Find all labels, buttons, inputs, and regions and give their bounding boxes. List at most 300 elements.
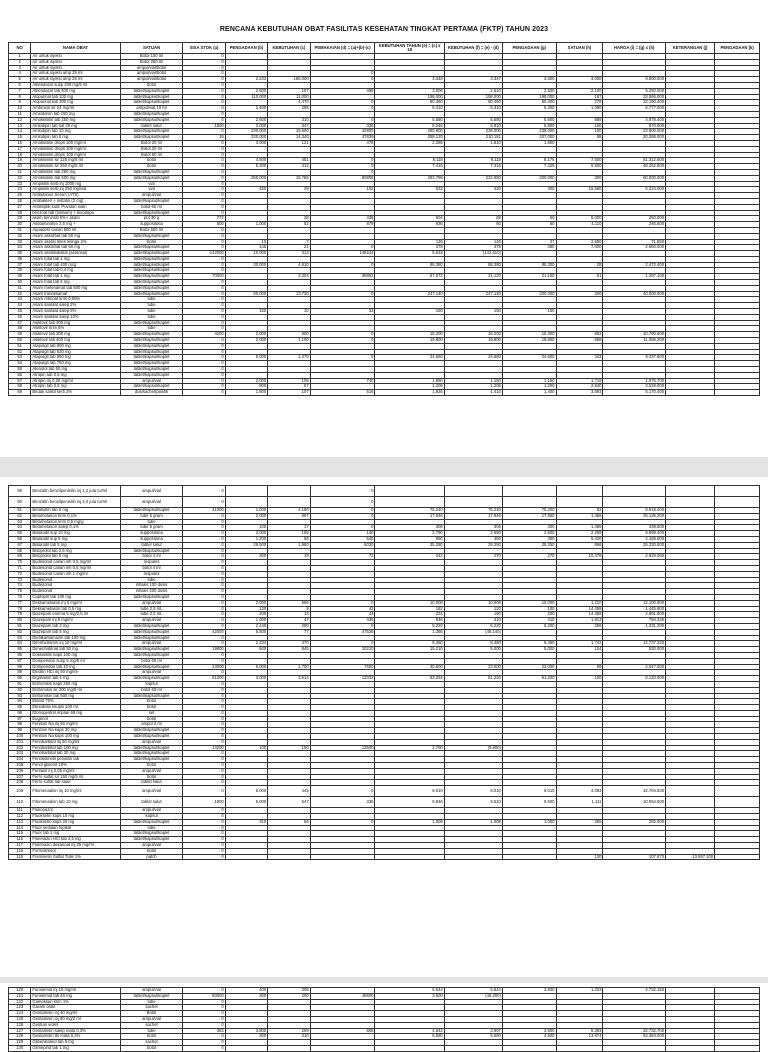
table-cell: 0 [183,71,225,77]
table-cell: tablet/kapsul/kaplet [120,280,183,286]
table-cell: 50 [9,338,31,344]
table-cell: 30.600 [375,664,444,670]
table-cell: 17 [9,146,31,152]
table-cell: 2.269 [556,531,603,537]
table-cell: Deksametason tab 0,5 mg [31,606,120,612]
table-cell: 186.000 [268,77,310,83]
table-cell: tube 5 gram [120,525,183,531]
table-cell [268,497,310,508]
table-cell: 16.200 [444,332,502,338]
table-cell: Amoksisilin drops 100 mg/ml [31,146,120,152]
table-cell: 102 [310,187,375,193]
table-cell: 0 [183,774,225,780]
table-cell: Atapulgit tab 650 mg [31,355,120,361]
table-cell: 0 [183,239,225,245]
table-cell: Air untuk injeksi [31,65,120,71]
table-cell: 0 [183,554,225,560]
table-cell: 5.000 [225,786,267,797]
table-cell: tablet/kapsul/kaplet [120,88,183,94]
table-cell: sachet [120,1040,183,1046]
table-cell: 1.913 [556,618,603,624]
table-cell: tube 5 gram [120,513,183,519]
table-cell: 1.150 [444,378,502,384]
table-cell: 7.500 [556,158,603,164]
table-cell: 40 [9,280,31,286]
table-cell: 2.600 [225,117,267,123]
table-cell: 0 [183,658,225,664]
table-cell: 0 [183,751,225,757]
table-cell: 1.718 [556,378,603,384]
table-cell: 0 [183,757,225,763]
table-cell: 47526 [310,629,375,635]
table-cell: 88.380 [375,262,444,268]
table-cell: sachet [120,1005,183,1011]
table-cell: tablet/kapsul/kaplet [120,169,183,175]
table-cell: (46.200) [444,993,502,999]
table-cell: 200 [556,291,603,297]
table-cell: 10.008 [444,600,502,606]
table-cell: 64 [9,525,31,531]
table-cell [310,1045,375,1051]
table-cell: 516 [310,390,375,396]
table-cell: ampul/vial [120,808,183,814]
table-cell: Diazepam enema 5 mg/2,5 ml [31,612,120,618]
table-cell: Ferro sulfat tab salut [31,780,120,786]
table-cell: 41000 [183,508,225,514]
table-cell: tablet/kapsul/kaplet [120,372,183,378]
table-cell: 436 [310,216,375,222]
table-cell: 15 [9,135,31,141]
table-cell: 2.000 [225,600,267,606]
table-cell [715,1045,760,1051]
table-cell: 5.580 [375,1034,444,1040]
table-cell: tablet/kapsul/kaplet [120,320,183,326]
table-cell: 310 [225,819,267,825]
table-cell: 1.090 [556,106,603,112]
table-cell: 3.006 [375,88,444,94]
table-cell: 200 [268,993,310,999]
table-cell: 112 [9,814,31,820]
table-cell: 0 [183,256,225,262]
table-cell: Bedak salisil serb 2% [31,390,120,396]
table-cell: 24.660 [375,355,444,361]
table-cell: 5.000 [225,355,267,361]
table-cell: 0 [183,169,225,175]
table-cell: 20 [9,164,31,170]
table-cell: 1.975.700 [603,378,666,384]
table-cell: 142000 [183,251,225,257]
table-cell: 1.386 [375,629,444,635]
table-cell: 0 [310,106,375,112]
table-cell: ampul/vial [120,497,183,508]
table-cell: 8.118 [375,158,444,164]
table-cell: 662 [556,332,603,338]
table-cell: 2.650 [444,531,502,537]
table-cell: 68 [444,216,502,222]
table-cell: 0 [310,100,375,106]
table-cell: 6 [9,82,31,88]
table-cell: 59 [9,390,31,396]
table-cell: tablet/kapsul/kaplet [120,837,183,843]
table-cell: 0 [183,670,225,676]
table-cell: 48 [9,326,31,332]
table-cell [715,797,760,808]
table-cell: 30.000 [225,262,267,268]
table-cell: 3.000 [225,676,267,682]
table-cell: 73 [9,577,31,583]
table-cell: Etonogestrel implan 68 mg [31,710,120,716]
table-cell: 0 [183,565,225,571]
table-cell: tablet/kapsul/kaplet [120,198,183,204]
table-cell: 0 [183,355,225,361]
table-cell: 80.460 [444,100,502,106]
table-cell: 7.416 [444,164,502,170]
table-cell: 7.416 [375,164,444,170]
table-cell: 336 [310,123,375,129]
table-cell: 45 [9,309,31,315]
table-cell: tablet/kapsul/kaplet [120,274,183,280]
table-cell: 2.600 [502,531,556,537]
table-cell: 88.380 [444,262,502,268]
table-cell: Asam salisilat salep 2% [31,303,120,309]
table-cell: Deksametason inj 5 mg/ml [31,600,120,606]
table-cell: botol 4 ml [120,565,183,571]
table-cell: Furosemid tab 40 mg [31,993,120,999]
table-cell: Atropin inj 0,25 mg/ml [31,378,120,384]
table-row [9,1045,760,1051]
table-cell: 0 [183,728,225,734]
table-cell [225,486,267,497]
table-cell: 0 [183,146,225,152]
table-cell: 1.926 [375,390,444,396]
table-cell: 0 [183,681,225,687]
table-cell: 99 [9,728,31,734]
table-cell: 8.010 [444,786,502,797]
table-cell: Fluoksetin kaps 20 mg [31,819,120,825]
table-cell: 4.083 [556,786,603,797]
table-cell: 94 [9,699,31,705]
table-cell: 0 [183,739,225,745]
table-cell: 2.440 [225,623,267,629]
table-cell: Ergotamin tab 1 mg [31,676,120,682]
table-cell: 7 [9,88,31,94]
table-cell: 0 [183,140,225,146]
table-cell: 47 [268,618,310,624]
table-cell: tablet/kapsul/kaplet [120,635,183,641]
table-cell: Budesonid [31,577,120,583]
table-cell: 0 [310,117,375,123]
table-cell: 65 [9,531,31,537]
table-cell: 39 [9,274,31,280]
table-cell: 16 [9,140,31,146]
document-page-2 [0,477,768,977]
document-page-1 [0,0,768,457]
table-cell: 846 [375,618,444,624]
table-cell: Asam asetilsalisilat (asetosal) [31,251,120,257]
table-cell: 0 [183,280,225,286]
table-cell: 93 [9,693,31,699]
table-cell: 84 [9,641,31,647]
table-cell: 104 [9,757,31,763]
table-cell: 0 [183,780,225,786]
table-cell: 17.946 [375,513,444,519]
table-cell: 3.000 [556,77,603,83]
table-cell: 33 [9,239,31,245]
table-cell: 1.456 [556,513,603,519]
table-cell: 0 [183,734,225,740]
table-cell: 12.100.000 [603,600,666,606]
table-cell: 28 [9,210,31,216]
table-cell: 63.252 [375,676,444,682]
table-cell: 0 [183,618,225,624]
table-cell: 70000 [183,274,225,280]
table-cell: 0 [183,843,225,849]
table-cell: Ambroxol sir 24 mg/ml [31,106,120,112]
table-cell: 95 [9,705,31,711]
table-cell: botol [120,705,183,711]
table-cell [268,1045,310,1051]
table-cell: 200 [225,612,267,618]
table-cell: 118 [9,848,31,854]
table-cell: Fenoksimetil penisilin tab [31,757,120,763]
table-cell: 82 [556,508,603,514]
table-cell: tablet/kapsul/kaplet [120,751,183,757]
table-cell: tube [120,577,183,583]
table-cell: tablet/kapsul/kaplet [120,343,183,349]
table-cell: Fenitoin Na kaps 30 mg [31,728,120,734]
table-cell: set [120,710,183,716]
table-cell: Fitomenadion tab 10 mg [31,797,120,808]
table-cell: Gentamisin inj 80 mg/2 ml [31,1016,120,1022]
table-cell: 15.210 [375,647,444,653]
table-cell: Flufenazin HCl tab 2,5 mg [31,837,120,843]
table-cell: 1.206 [375,384,444,390]
table-cell: 0 [183,210,225,216]
table-cell: 23.000 [444,664,502,670]
table-cell: Gameksan krim 1% [31,999,120,1005]
table-cell: 378 [444,245,502,251]
table-cell: 0 [310,600,375,606]
table-cell: 49 [9,332,31,338]
table-cell: Fluor sediaan topikal [31,825,120,831]
table-cell: 0 [310,71,375,77]
table-cell: ampul/vial [120,193,183,199]
table-cell: 0 [183,722,225,728]
table-cell: 6.224.000 [603,187,666,193]
table-cell: benzoat tab (natrium) + levodopa [31,210,120,216]
table-cell: 300 [225,993,267,999]
table-cell: 34 [9,245,31,251]
table-cell: suppositoria [120,531,183,537]
table-cell: ampul/vial [120,600,183,606]
table-cell: 32.732.700 [603,1028,666,1034]
table-cell: 107.670 [603,854,666,860]
table-cell: 800 [225,384,267,390]
table-cell: 0 [183,390,225,396]
table-cell: 0 [183,181,225,187]
table-cell: 1.111 [556,797,603,808]
table-cell: 57 [9,378,31,384]
table-cell: 936 [375,222,444,228]
table-cell: 2.500 [502,88,556,94]
table-cell: 0 [183,531,225,537]
table-cell: 540 [310,536,375,542]
table-cell: 4.842 [375,1028,444,1034]
table-cell: 1.287.100 [603,274,666,280]
table-cell: (46.140) [444,629,502,635]
table-cell: 0 [183,297,225,303]
table-cell: 0 [183,577,225,583]
table-cell: 3.204 [268,274,310,280]
column-header: SATUAN [120,43,183,54]
table-cell: botol 4 ml [120,554,183,560]
table-cell: vial [120,187,183,193]
table-cell: tube [120,303,183,309]
table-cell: 0 [183,303,225,309]
table-cell [556,497,603,508]
table-cell: 105 [9,763,31,769]
table-cell: 11.066.200 [603,338,666,344]
table-cell: 24.600 [502,355,556,361]
table-cell: 19 [183,135,225,141]
table-cell: 25 [9,193,31,199]
table-cell: 0 [183,314,225,320]
table-cell: ampul/vial/botol [120,65,183,71]
table-cell: 85 [9,647,31,653]
table-cell: 0 [183,525,225,531]
table-cell: 436 [310,618,375,624]
table-cell: 0 [183,635,225,641]
page-separator [0,457,768,477]
table-cell: 1.333 [556,988,603,994]
table-cell: botol 60 ml [120,658,183,664]
table-cell: Budesonid cairan inh 1 mg/ml [31,571,120,577]
table-cell: 12 [9,117,31,123]
table-cell: 150 [556,123,603,129]
table-cell: 2.047.000 [603,664,666,670]
table-cell: 2.790 [375,531,444,537]
table-cell: 0 [183,641,225,647]
table-cell: 122 [9,999,31,1005]
table-cell [603,1045,666,1051]
table-cell: 8.393 [556,1028,603,1034]
table-cell: tablet/kapsul/kaplet [120,135,183,141]
table-cell: Amoksisilin tab 250 mg [31,117,120,123]
table-cell: tablet/kapsul/kaplet [120,100,183,106]
table-cell: 7 [268,239,310,245]
table-cell: 88.300 [502,262,556,268]
table-cell: 9.900.000 [603,77,666,83]
table-cell: tablet/kapsul/kaplet [120,332,183,338]
table-cell: 1.742 [556,641,603,647]
table-cell [502,854,556,860]
table-cell: 86 [9,652,31,658]
table-cell: 504 [375,216,444,222]
table-cell: 0 [183,583,225,589]
table-cell: Eritromisin tab 500 mg [31,693,120,699]
table-cell: Benzatin benzilpenisilin inj 2,4 juta IU/ml [31,497,120,508]
table-cell: tablet/kapsul/kaplet [120,291,183,297]
column-header: PEMAKAIAN (d) = (a)+(b)-(c) [310,43,375,54]
table-cell: 29.250 [502,542,556,548]
table-cell: 283.788 [375,175,444,181]
table-cell: 0 [183,497,225,508]
table-cell: 8.460 [502,641,556,647]
table-cell: tablet salut [120,797,183,808]
table-cell: tablet/kapsul/kaplet [120,268,183,274]
table-row [9,797,760,808]
table-cell: 35.280 [375,542,444,548]
table-cell: Glimepirid tab 1 mg [31,1045,120,1051]
table-cell: 0 [183,65,225,71]
table-cell: botol [120,699,183,705]
table-cell: Captopril tab 100 mg [31,594,120,600]
table-cell: 9.510 [444,797,502,808]
table-cell: 605 [310,1028,375,1034]
table-cell: Botol 100 ml [120,54,183,60]
table-cell [715,390,760,396]
table-cell: 1.008 [375,819,444,825]
table-cell: 1.000 [225,222,267,228]
table-cell: 866 [556,542,603,548]
table-cell: 150 [444,309,502,315]
table-cell: 100 [502,606,556,612]
table-cell: 0 [183,361,225,367]
table-cell: 439.500 [603,525,666,531]
table-cell: Atapulgit tab 630 mg [31,349,120,355]
table-cell: 238.000 [444,129,502,135]
table-cell: 0 [183,687,225,693]
table-cell: 3.500 [502,988,556,994]
table-cell: 14200 [183,745,225,751]
table-cell: ampul/vial/botol [120,71,183,77]
table-cell: 2.472.400 [603,262,666,268]
table-cell: Aquadest cairan 500 ml [31,227,120,233]
table-cell: 11 [9,111,31,117]
table-cell: ampul/vial [120,378,183,384]
table-cell: 0 [183,94,225,100]
table-cell: 52 [9,349,31,355]
table-cell: 200.000 [502,291,556,297]
table-cell: 128 [9,1034,31,1040]
table-cell: 0 [183,77,225,83]
table-cell: 450 [444,536,502,542]
table-cell: 21.100 [502,274,556,280]
table-cell: 19800 [183,647,225,653]
table-cell: 19.800 [444,338,502,344]
table-cell: 270 [502,554,556,560]
table-cell: Amlodipin tab 10 mg [31,129,120,135]
table-cell: 0 [183,1016,225,1022]
table-cell: tablet/kapsul/kaplet [120,349,183,355]
table-cell: tube [120,314,183,320]
table-cell: 140 [310,531,375,537]
table-cell [666,1045,715,1051]
table-cell: 150 [502,309,556,315]
table-cell: 36852 [310,274,375,280]
table-cell: 60 [9,497,31,508]
table-cell: 0 [183,999,225,1005]
table-cell: 0 [183,320,225,326]
table-cell: 10 [9,106,31,112]
table-cell: 5.420 [556,536,603,542]
table-cell: 269 [268,1028,310,1034]
table-cell: Flufenazin dekanoat inj 25 mg/ml [31,843,120,849]
table-cell: 0 [310,513,375,519]
table-cell [444,497,502,508]
table-cell: Amoksisilin tab 250 mg [31,169,120,175]
table-cell: 276 [556,100,603,106]
